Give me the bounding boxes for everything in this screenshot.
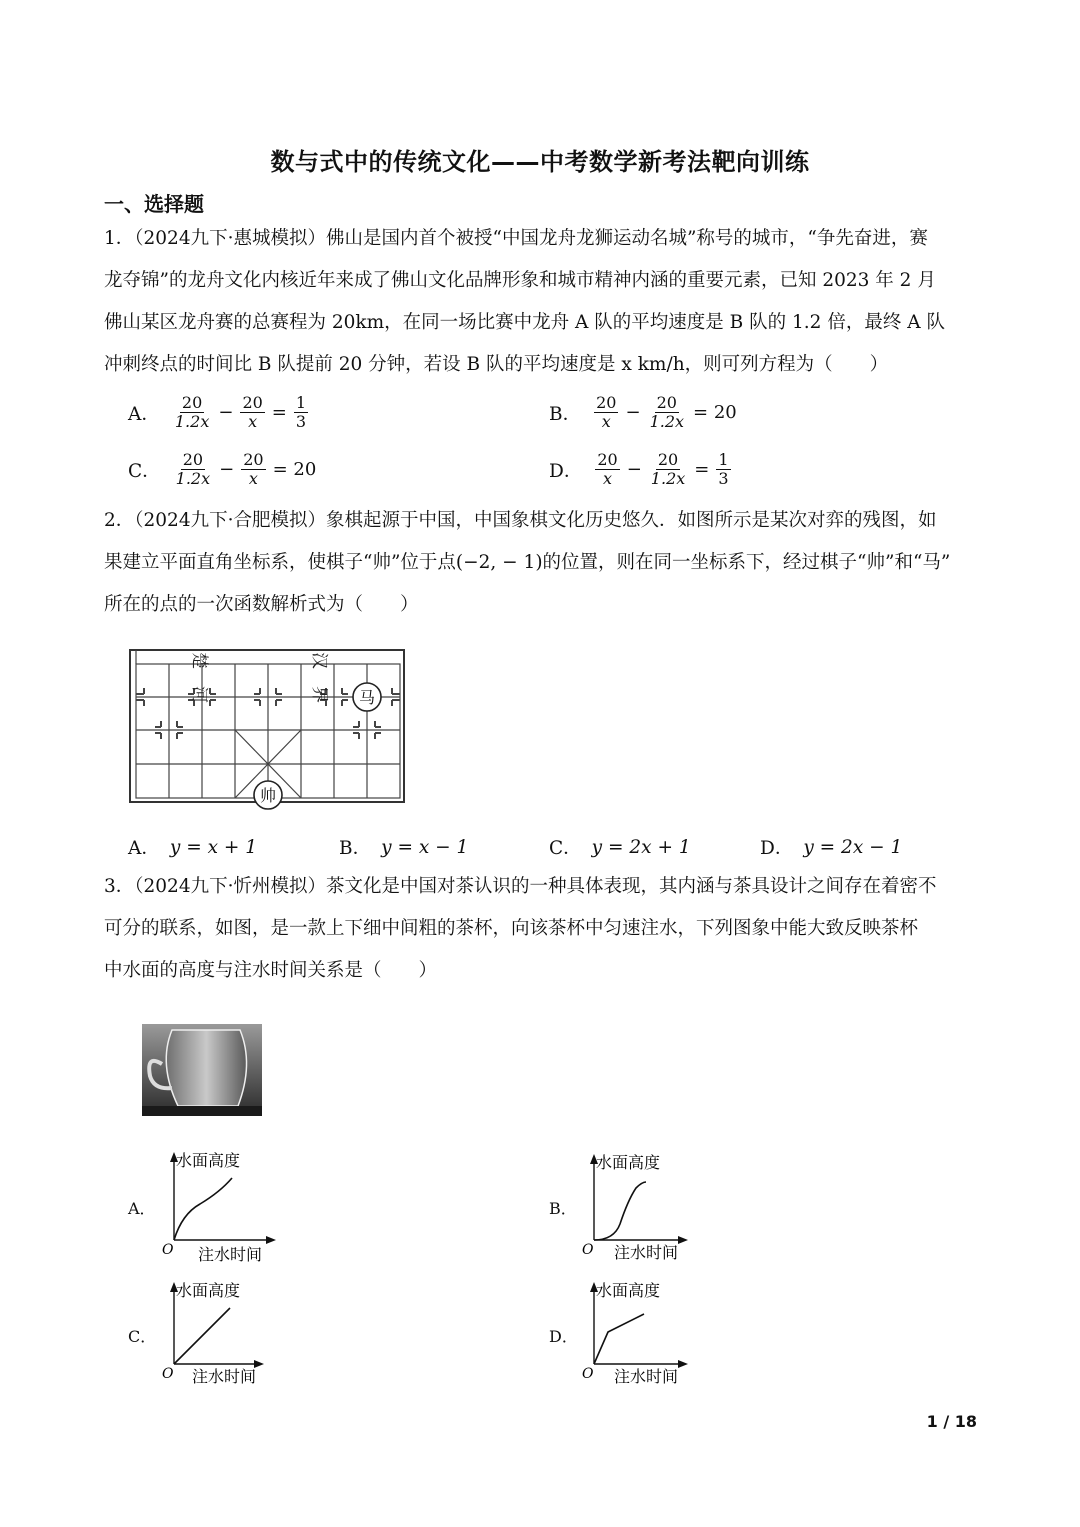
question-2-text xyxy=(104,500,980,626)
fraction xyxy=(595,451,619,488)
operator: − xyxy=(219,459,235,480)
q1-line-2: 龙夺锦”的龙舟文化内核近年来成了佛山文化品牌形象和城市精神内涵的重要元素，已知 2023 年 2 月 xyxy=(104,270,936,291)
denominator: x xyxy=(603,469,613,488)
q3-option-d-label[interactable]: D． xyxy=(549,1327,578,1346)
option-expression: y = x + 1 xyxy=(169,836,258,858)
numerator: 20 xyxy=(596,393,617,412)
option-label: D． xyxy=(549,460,583,482)
fraction xyxy=(294,394,308,431)
origin-label: O xyxy=(162,1242,174,1258)
denominator: 3 xyxy=(295,412,307,431)
fraction xyxy=(174,451,212,488)
denominator: 1.2x xyxy=(650,469,686,488)
denominator: x xyxy=(248,412,258,431)
q1-option-c[interactable] xyxy=(128,451,320,488)
q2-option-d[interactable] xyxy=(760,834,902,860)
equals: = 20 xyxy=(693,402,737,423)
option-label: C． xyxy=(128,460,161,482)
numerator: 1 xyxy=(295,393,307,412)
numerator: 20 xyxy=(597,450,618,469)
q3-graph-b[interactable] xyxy=(580,1148,710,1268)
numerator: 20 xyxy=(656,393,677,412)
denominator: x xyxy=(248,469,258,488)
y-axis-label: 水面高度 xyxy=(596,1153,661,1172)
page-number: 1 / 18 xyxy=(926,1412,977,1431)
denominator: 1.2x xyxy=(175,469,211,488)
option-label: B． xyxy=(339,838,372,859)
numerator: 20 xyxy=(243,450,264,469)
curve-a xyxy=(174,1178,232,1240)
q2-option-a[interactable] xyxy=(128,834,257,860)
option-label: C． xyxy=(549,838,582,859)
x-axis-label: 注水时间 xyxy=(192,1367,257,1386)
denominator: 3 xyxy=(718,469,729,488)
tea-cup-photo xyxy=(142,1024,262,1116)
q2-line-2: 果建立平面直角坐标系，使棋子“帅”位于点(−2, − 1)的位置，则在同一坐标系下，经过棋子“帅”和“马” xyxy=(104,552,951,573)
denominator: 1.2x xyxy=(649,412,685,431)
operator: − xyxy=(218,402,234,423)
numerator: 20 xyxy=(181,393,203,412)
denominator: x xyxy=(601,412,611,431)
q3-option-b-label[interactable]: B． xyxy=(549,1199,577,1218)
equals: = 20 xyxy=(272,459,317,480)
river-text-left: 楚 河 xyxy=(189,652,209,703)
question-3-text xyxy=(104,866,980,992)
operator: − xyxy=(626,459,642,480)
x-axis-label: 注水时间 xyxy=(614,1367,679,1386)
equals: = xyxy=(694,459,710,480)
fraction xyxy=(649,451,687,488)
section-heading: 一、选择题 xyxy=(104,192,204,216)
numerator: 20 xyxy=(242,393,263,412)
q2-option-b[interactable] xyxy=(339,834,468,860)
line-c xyxy=(174,1308,230,1364)
question-1-text xyxy=(104,218,980,386)
q3-graph-d[interactable] xyxy=(580,1276,710,1392)
numerator: 1 xyxy=(718,450,729,469)
q1-option-d[interactable] xyxy=(549,451,734,488)
x-axis-label: 注水时间 xyxy=(614,1243,679,1262)
option-expression: y = x − 1 xyxy=(381,836,469,858)
fraction xyxy=(716,451,730,488)
river-text-right: 汉 界 xyxy=(309,652,329,703)
fraction xyxy=(594,394,618,431)
q1-line-4: 冲刺终点的时间比 B 队提前 20 分钟，若设 B 队的平均速度是 x km/h，则可列方程为（ ） xyxy=(104,354,889,375)
operator: − xyxy=(625,402,641,423)
q1-option-b[interactable] xyxy=(549,394,741,431)
curve-b xyxy=(594,1182,646,1240)
option-expression: y = 2x − 1 xyxy=(803,836,903,858)
q1-option-a[interactable] xyxy=(128,394,311,431)
y-axis-label: 水面高度 xyxy=(176,1281,241,1300)
numerator: 20 xyxy=(182,450,204,469)
piece-ma-label: 马 xyxy=(358,688,376,707)
piece-shuai-label: 帅 xyxy=(259,786,277,805)
q3-graph-a[interactable] xyxy=(160,1146,290,1266)
fraction xyxy=(240,394,264,431)
q1-line-3: 佛山某区龙舟赛的总赛程为 20km，在同一场比赛中龙舟 A 队的平均速度是 B 队的 1.2 倍，最终 A 队 xyxy=(104,312,945,333)
origin-label: O xyxy=(582,1242,594,1258)
option-label: A． xyxy=(128,838,160,859)
q3-option-c-label[interactable]: C． xyxy=(128,1327,157,1346)
option-label: B． xyxy=(549,403,582,425)
numerator: 20 xyxy=(657,450,679,469)
denominator: 1.2x xyxy=(174,412,210,431)
q3-line-2: 可分的联系，如图，是一款上下细中间粗的茶杯，向该茶杯中匀速注水，下列图象中能大致反映茶杯 xyxy=(104,918,919,939)
option-label: A． xyxy=(128,403,160,425)
option-label: D． xyxy=(760,838,794,859)
fraction xyxy=(648,394,686,431)
q2-line-1: 2．（2024九下·合肥模拟）象棋起源于中国，中国象棋文化历史悠久．如图所示是某次对弈的残图，如 xyxy=(104,510,937,531)
q3-line-3: 中水面的高度与注水时间关系是（ ） xyxy=(104,960,438,981)
fraction xyxy=(173,394,211,431)
q3-line-1: 3．（2024九下·忻州模拟）茶文化是中国对茶认识的一种具体表现，其内涵与茶具设计之间存在着密不 xyxy=(104,876,937,897)
q3-option-a-label[interactable]: A． xyxy=(128,1199,156,1218)
origin-label: O xyxy=(162,1366,174,1382)
q3-graph-c[interactable] xyxy=(160,1276,290,1392)
x-axis-label: 注水时间 xyxy=(198,1245,263,1264)
fraction xyxy=(241,451,265,488)
equals: = xyxy=(271,402,287,423)
option-expression: y = 2x + 1 xyxy=(591,836,691,858)
origin-label: O xyxy=(582,1366,594,1382)
q2-option-c[interactable] xyxy=(549,834,691,860)
y-axis-label: 水面高度 xyxy=(596,1281,661,1300)
q2-line-3: 所在的点的一次函数解析式为（ ） xyxy=(104,594,419,615)
chess-board-figure xyxy=(124,640,414,810)
q1-line-1: 1．（2024九下·惠城模拟）佛山是国内首个被授“中国龙舟龙狮运动名城”称号的城市，“争先奋进，赛 xyxy=(104,228,928,249)
line-d xyxy=(594,1314,644,1364)
page-title: 数与式中的传统文化——中考数学新考法靶向训练 xyxy=(270,148,810,176)
y-axis-label: 水面高度 xyxy=(176,1151,241,1170)
